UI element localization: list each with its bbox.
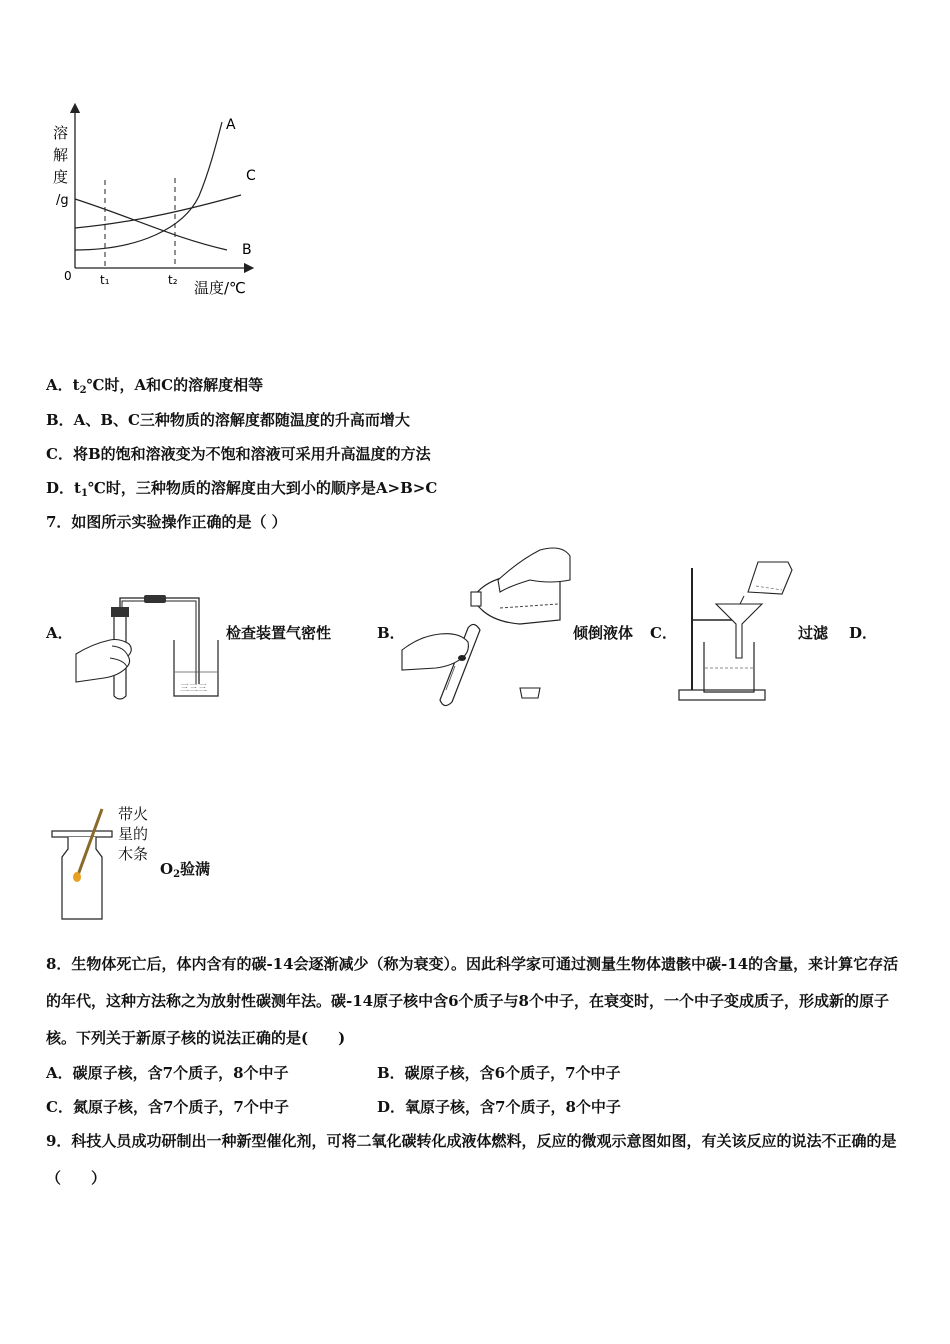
q8-option-d: D．氧原子核，含7个质子，8个中子: [377, 1098, 621, 1116]
splint-label-line-2: 星的: [118, 825, 149, 843]
q7-option-b-caption: 倾倒液体: [573, 624, 634, 642]
q9-stem: 9．科技人员成功研制出一种新型催化剂，可将二氧化碳转化成液体燃料，反应的微观示意图如图，有关该反应的说法不正确的是（ ）: [46, 1132, 897, 1187]
ylabel-char-1: 溶: [53, 124, 69, 142]
q6-a-sub: 2: [79, 385, 87, 396]
curve-b: [75, 199, 227, 250]
q7-option-d-letter: D．: [849, 624, 878, 642]
q7-stem: 7．如图所示实验操作正确的是（ ）: [46, 513, 287, 531]
svg-text:三三三: 三三三: [180, 684, 208, 694]
q8-option-a: A．碳原子核，含7个质子，8个中子: [46, 1064, 289, 1082]
q7-d-caption-text: 验满: [180, 860, 211, 878]
q7-option-d-caption: [160, 858, 210, 880]
q6-option-a: [46, 375, 263, 401]
q7-option-a-caption: 检查装置气密性: [226, 624, 332, 642]
solubility-graph: [44, 100, 264, 305]
q8-stem: 8．生物体死亡后，体内含有的碳-14会逐渐减少（称为衰变）。因此科学家可通过测量生物体遗骸中碳-14的含量，来计算它存活的年代，这种方法称之为放射性碳测年法。碳-14原子核中含6个质子与8个中子，在衰变时，一个中子变成质子，形成新的原子核。下列关于新原子核的说法正确的是( ): [46, 955, 899, 1047]
ylabel-char-3: 度: [53, 168, 69, 186]
q6-d-t: t: [74, 479, 81, 497]
pouring-liquid-illustration: [400, 540, 572, 708]
q6-d-rest: ℃时，三种物质的溶解度由大到小的顺序是A>B>C: [87, 479, 438, 497]
curve-b-label: B: [242, 242, 252, 258]
q7-d-o: O: [160, 860, 174, 878]
q7-option-a-letter: A．: [46, 624, 73, 642]
q7-option-c-caption: 过滤: [798, 624, 829, 642]
splint-label-line-1: 带火: [118, 805, 149, 823]
curve-c: [75, 195, 241, 228]
t1-label: t₁: [100, 273, 110, 287]
curve-a-label: A: [226, 117, 236, 133]
q6-option-b: B．A、B、C三种物质的溶解度都随温度的升高而增大: [46, 411, 410, 429]
q7-option-c-letter: C．: [650, 624, 677, 642]
xlabel: 温度/℃: [194, 279, 246, 297]
ylabel-char-2: 解: [53, 146, 69, 164]
splint-label-line-3: 木条: [118, 845, 149, 863]
q8-option-b: B．碳原子核，含6个质子，7个中子: [377, 1064, 621, 1082]
q8-option-c: C．氮原子核，含7个质子，7个中子: [46, 1098, 289, 1116]
curve-a: [75, 122, 222, 250]
filtration-illustration: [676, 560, 798, 704]
t2-label: t₂: [168, 273, 178, 287]
q6-option-d: [46, 478, 437, 504]
splint-label: [118, 804, 148, 864]
q7-d-sub: 2: [173, 869, 181, 880]
q6-a-t: t: [72, 376, 80, 394]
q6-option-c: C．将B的饱和溶液变为不饱和溶液可采用升高温度的方法: [46, 445, 431, 463]
q6-a-prefix: A．: [46, 376, 73, 394]
q7-option-b-letter: B．: [377, 624, 405, 642]
origin-label: 0: [64, 269, 72, 283]
airtightness-check-illustration: [74, 592, 222, 704]
curve-c-label: C: [246, 168, 256, 184]
q6-a-rest: ℃时，A和C的溶解度相等: [86, 376, 264, 394]
ylabel-unit: /g: [56, 193, 69, 208]
q6-d-prefix: D．: [46, 479, 75, 497]
q6-d-sub: 1: [80, 488, 88, 499]
